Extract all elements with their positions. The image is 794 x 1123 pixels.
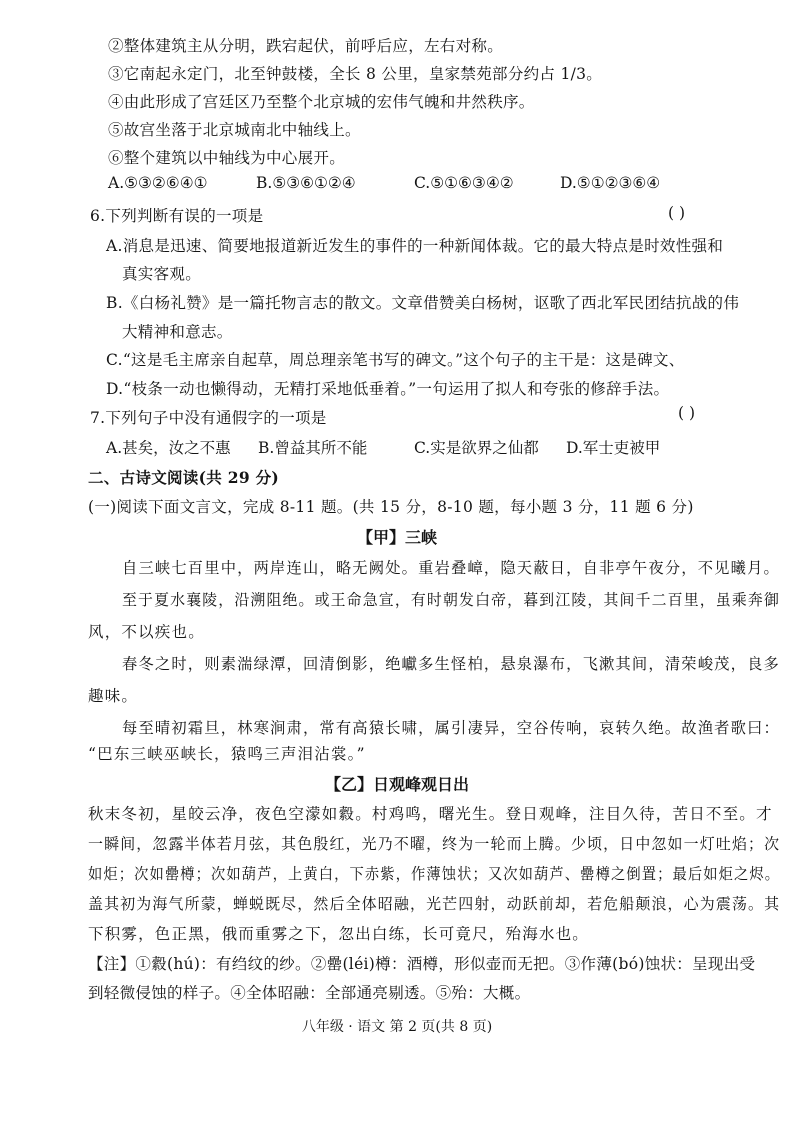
page-footer: 八年级 · 语文 第 2 页(共 8 页) (301, 1019, 493, 1035)
passage-a-line: 趣味。 (88, 687, 139, 705)
q7-answer-paren: ( ) (678, 404, 696, 422)
q6-option-c: C.“这是毛主席亲自起草，周总理亲笔书写的碑文。”这个句子的主干是：这是碑文、 (106, 351, 685, 369)
q7-option-c: C.实是欲界之仙都 (414, 439, 539, 457)
passage-b-line: 如炬；次如罍樽；次如葫芦，上黄白，下赤紫，作薄蚀状；又次如葫芦、罍樽之倒置；最后如炬之烬。 (88, 865, 781, 883)
q6-option-d: D.“枝条一动也懒得动，无精打采地低垂着。”一句运用了拟人和夸张的修辞手法。 (106, 380, 670, 398)
section2-heading: 二、古诗文阅读(共 29 分) (88, 468, 280, 487)
q5-sentence-3: ③它南起永定门，北至钟鼓楼，全长 8 公里，皇家禁苑部分约占 1/3。 (108, 65, 603, 83)
q5-option-d: D.⑤①②③⑥④ (560, 174, 661, 192)
q5-option-a: A.⑤③②⑥④① (108, 174, 208, 192)
passage-a-line: 至于夏水襄陵，沿溯阻绝。或王命急宣，有时朝发白帝，暮到江陵，其间千二百里，虽乘奔御 (122, 591, 780, 609)
q7-option-a: A.甚矣，汝之不惠 (106, 439, 231, 457)
q6-stem: 6.下列判断有误的一项是 (90, 207, 264, 225)
q6-option-b-line1: B.《白杨礼赞》是一篇托物言志的散文。文章借赞美白杨树，讴歌了西北军民团结抗战的伟 (106, 294, 740, 312)
q6-option-a-line1: A.消息是迅速、简要地报道新近发生的事件的一种新闻体裁。它的最大特点是时效性强和 (106, 237, 724, 255)
q7-options (106, 436, 660, 458)
passage-a-line: 自三峡七百里中，两岸连山，略无阙处。重岩叠嶂，隐天蔽日，自非亭午夜分，不见曦月。 (122, 559, 780, 577)
passage-b-line: 下积雾，色正黑，俄而重雾之下，忽出白练，长可竟尺，殆海水也。 (88, 925, 590, 943)
passage-a-line: 春冬之时，则素湍绿潭，回清倒影，绝巘多生怪柏，悬泉瀑布，飞漱其间，清荣峻茂，良多 (122, 655, 780, 673)
passage-b-title: 【乙】日观峰观日出 (324, 775, 469, 794)
q5-sentence-6: ⑥整个建筑以中轴线为中心展开。 (108, 149, 346, 167)
passage-a-line: 风，不以疾也。 (88, 623, 205, 641)
passage-a-line: “巴东三峡巫峡长，猿鸣三声泪沾裳。” (88, 745, 366, 763)
q5-option-b: B.⑤③⑥①②④ (256, 174, 356, 192)
passage-b-line: 秋末冬初，星皎云净，夜色空濛如縠。村鸡鸣，曙光生。登日观峰，注目久待，苦日不至。才 (88, 805, 773, 823)
q7-option-b: B.曾益其所不能 (258, 439, 368, 457)
q6-option-a-line2: 真实客观。 (122, 265, 202, 283)
q5-options (108, 174, 660, 192)
notes-line2: 到轻微侵蚀的样子。④全体昭融：全部通亮剔透。⑤殆：大概。 (88, 984, 531, 1002)
section2-subheading: (一)阅读下面文言文，完成 8-11 题。(共 15 分，8-10 题，每小题 3 分，11 题 6 分) (88, 498, 694, 516)
q6-answer-paren: ( ) (668, 204, 686, 222)
q5-option-c: C.⑤①⑥③④② (414, 174, 514, 192)
q5-sentence-2: ②整体建筑主从分明，跌宕起伏，前呼后应，左右对称。 (108, 37, 504, 55)
q5-sentence-4: ④由此形成了宫廷区乃至整个北京城的宏伟气魄和井然秩序。 (108, 93, 535, 111)
q7-stem: 7.下列句子中没有通假字的一项是 (90, 409, 327, 427)
q5-sentence-5: ⑤故宫坐落于北京城南北中轴线上。 (108, 121, 361, 139)
q6-option-b-line2: 大精神和意志。 (122, 323, 233, 341)
passage-a-line: 每至晴初霜旦，林寒涧肃，常有高猿长啸，属引凄异，空谷传响，哀转久绝。故渔者歌曰： (122, 719, 780, 737)
q7-option-d: D.军士吏被甲 (566, 439, 661, 457)
notes-line1: 【注】①縠(hú)：有绉纹的纱。②罍(léi)樽：酒樽，形似壶而无把。③作薄(bó)蚀状：呈现出受 (88, 955, 756, 973)
passage-a-title: 【甲】三峡 (356, 528, 437, 547)
passage-b-line: 一瞬间，忽露半体若月弦，其色殷红，光乃不曜，终为一轮而上腾。少顷，日中忽如一灯吐焰；次 (88, 835, 781, 853)
passage-b-line: 盖其初为海气所蒙，蝉蜕既尽，然后全体昭融，光芒四射，动跃前却，若危船颠浪，心为震荡。其 (88, 895, 781, 913)
